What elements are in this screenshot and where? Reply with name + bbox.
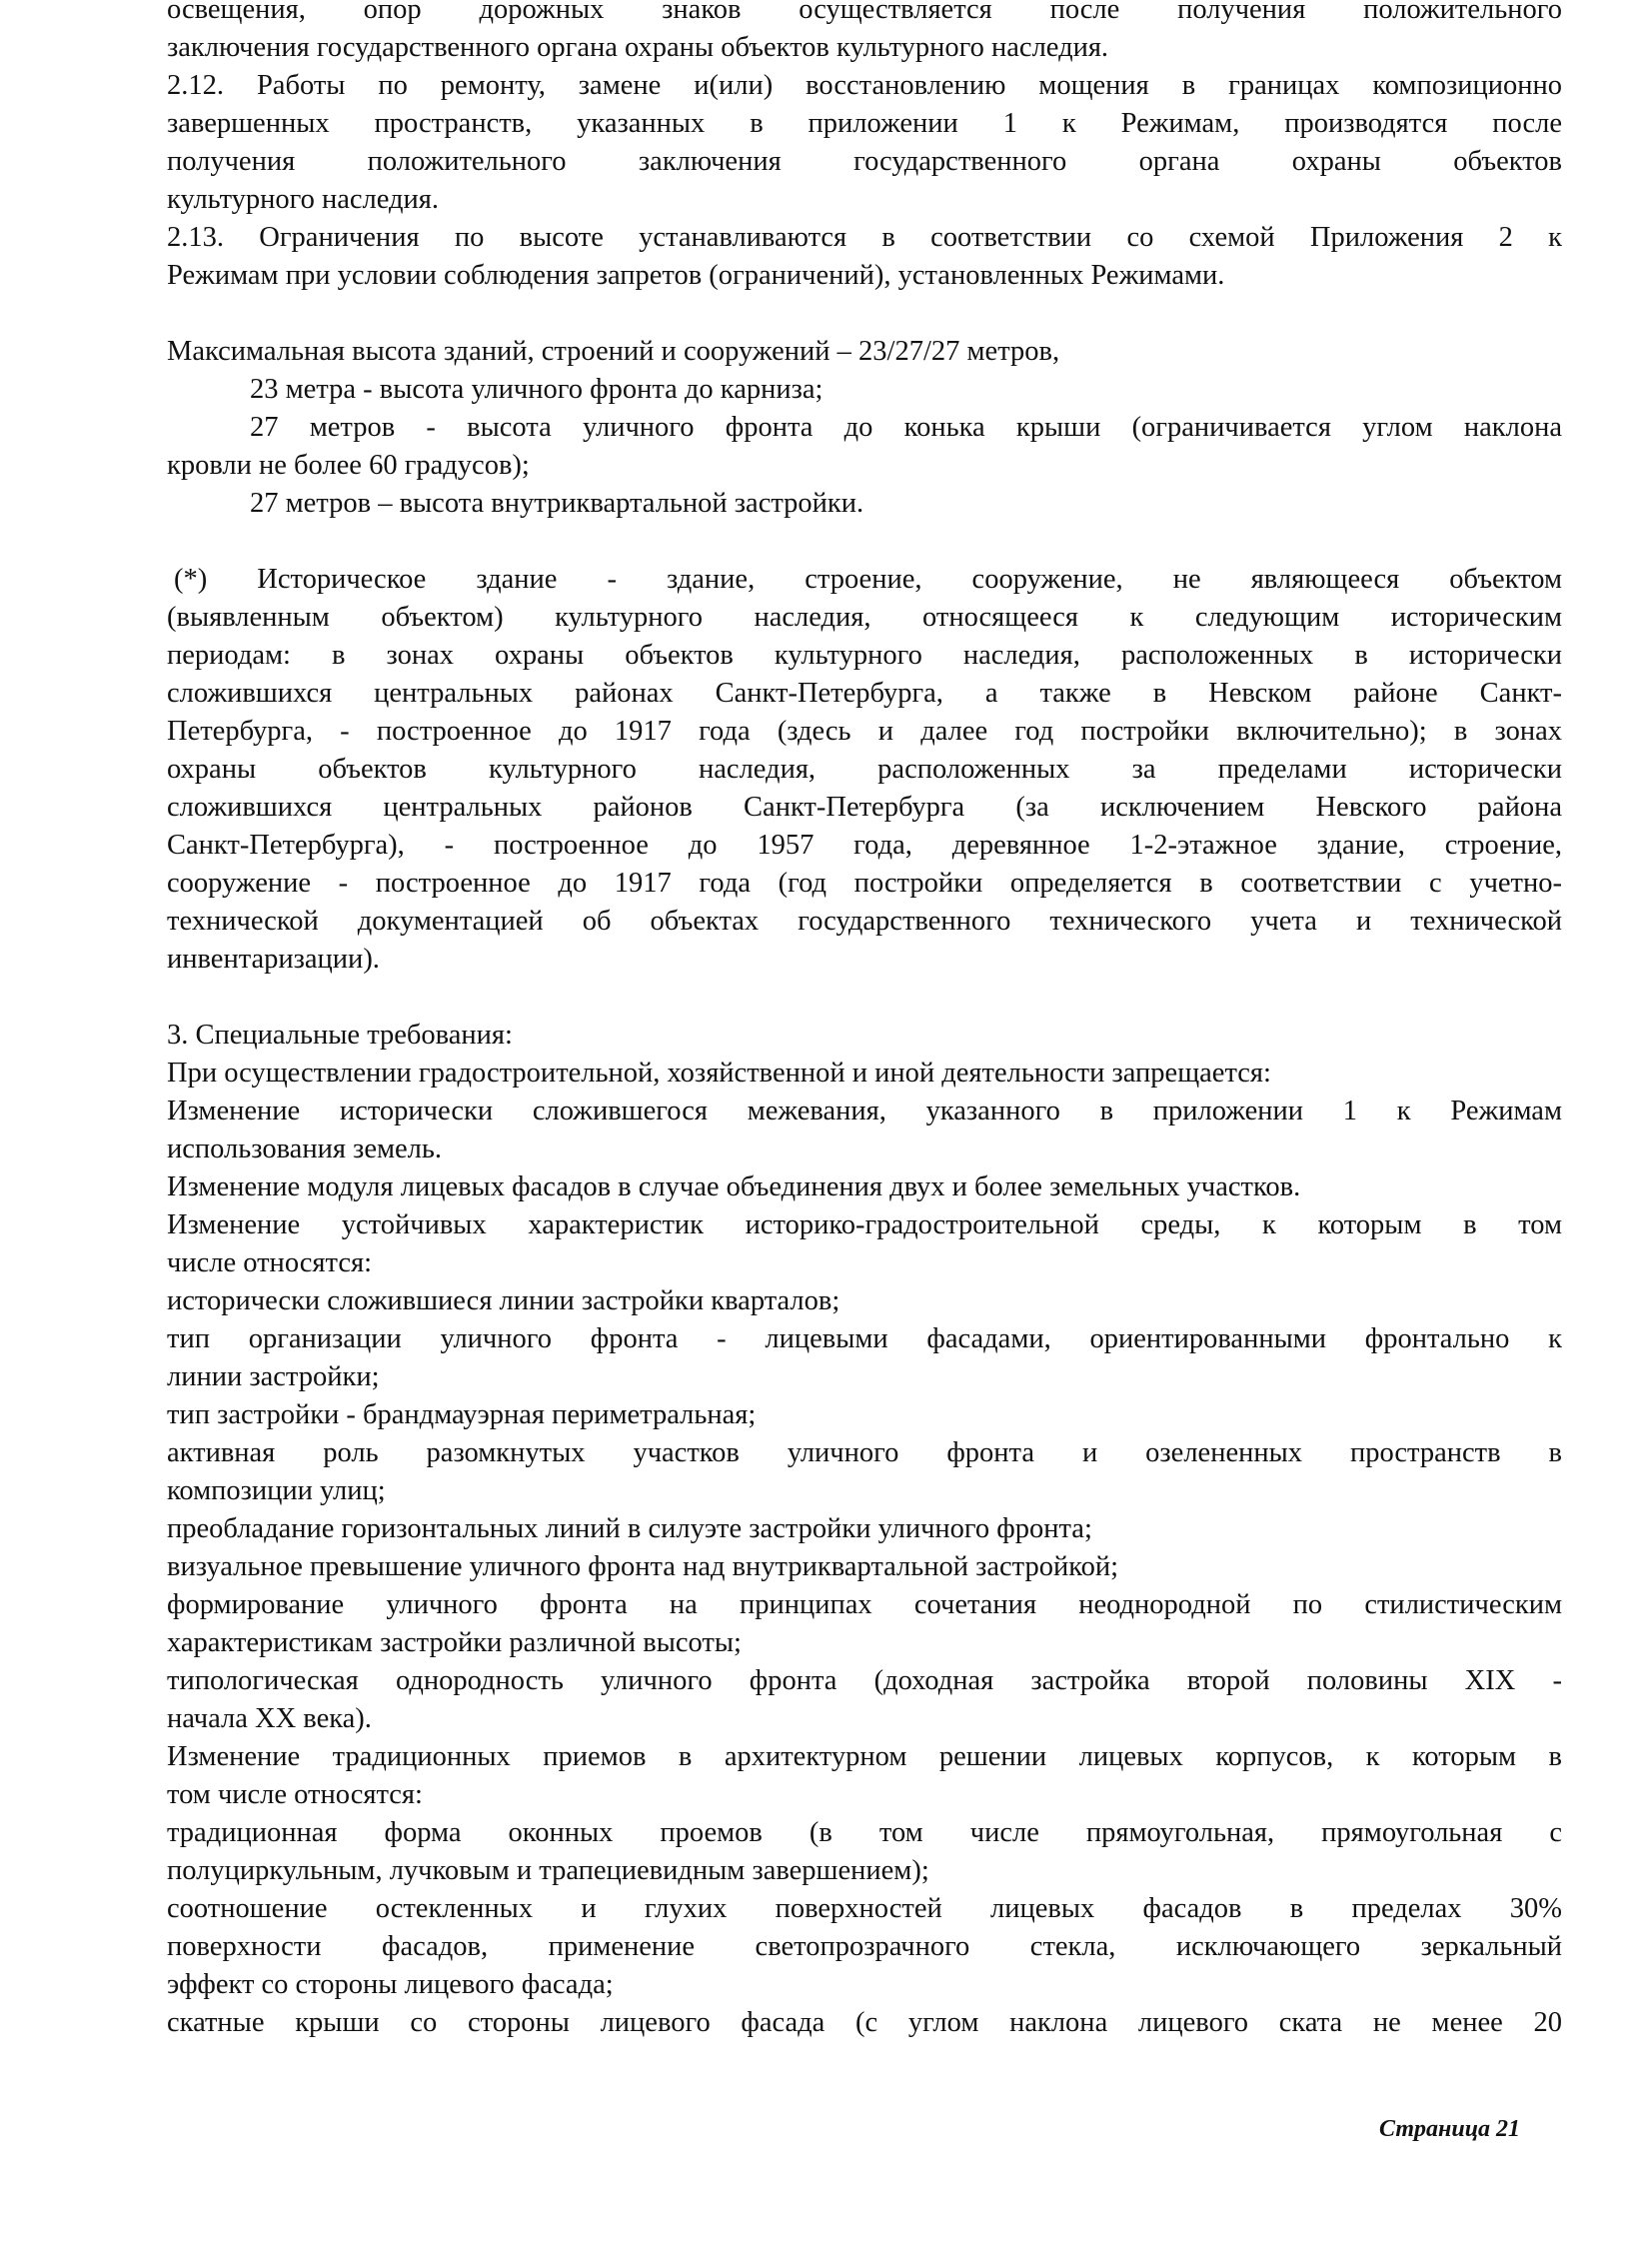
text-line: получения положительного заключения государственного органа охраны объектов [167,146,1562,177]
text-line: заключения государственного органа охраны объектов культурного наследия. [167,32,1109,63]
height-limit-item: 23 метра - высота уличного фронта до карниза; [250,374,824,405]
text-line: эффект со стороны лицевого фасада; [167,1969,614,2000]
text-line: исторически сложившиеся линии застройки кварталов; [167,1285,840,1316]
section-3 [167,1017,1562,2042]
text-line: сложившихся центральных районов Санкт-Петербурга (за исключением Невского района [167,792,1562,823]
text-line: сложившихся центральных районах Санкт-Петербурга, а также в Невском районе Санкт- [167,678,1562,709]
height-limits [167,333,1562,523]
text-line: Изменение устойчивых характеристик историко-градостроительной среды, к которым в том [167,1209,1562,1240]
historic-building-footnote [167,561,1562,979]
text-line: Петербурга, - построенное до 1917 года (здесь и далее год постройки включительно); в зонах [167,716,1562,747]
clause-2-13 [167,219,1562,295]
text-line: освещения, опор дорожных знаков осуществляется после получения положительного [167,0,1562,25]
text-line: визуальное превышение уличного фронта над внутриквартальной застройкой; [167,1551,1119,1582]
text-line: 2.13. Ограничения по высоте устанавливаются в соответствии со схемой Приложения 2 к [167,222,1562,253]
text-line: При осуществлении градостроительной, хозяйственной и иной деятельности запрещается: [167,1058,1271,1089]
text-line: охраны объектов культурного наследия, расположенных за пределами исторически [167,754,1562,785]
text-line: формирование уличного фронта на принципах сочетания неоднородной по стилистическим [167,1589,1562,1620]
document-page [167,0,1562,2042]
height-limit-item-continuation: кровли не более 60 градусов); [167,450,530,481]
text-line: Изменение модуля лицевых фасадов в случае объединения двух и более земельных участков. [167,1171,1301,1202]
page-number: Страница 21 [1379,2116,1521,2142]
text-line: (*) Историческое здание - здание, строение, сооружение, не являющееся объектом [174,564,1562,595]
text-line: периодам: в зонах охраны объектов культурного наследия, расположенных в исторически [167,640,1562,671]
clause-2-12 [167,67,1562,219]
text-line: 2.12. Работы по ремонту, замене и(или) восстановлению мощения в границах композиционно [167,70,1562,101]
blank-line [167,523,1562,561]
text-line: завершенных пространств, указанных в приложении 1 к Режимам, производятся после [167,108,1562,139]
text-line: числе относятся: [167,1247,373,1278]
text-line: полуциркульным, лучковым и трапециевидным завершением); [167,1855,929,1886]
text-line: преобладание горизонтальных линий в силуэте застройки уличного фронта; [167,1513,1092,1544]
text-line: типологическая однородность уличного фронта (доходная застройка второй половины XIX - [167,1665,1562,1696]
height-limit-item: 27 метров - высота уличного фронта до конька крыши (ограничивается углом наклона [250,412,1562,443]
blank-line [167,295,1562,333]
text-line: скатные крыши со стороны лицевого фасада (с углом наклона лицевого ската не менее 20 [167,2007,1562,2038]
text-line: соотношение остекленных и глухих поверхностей лицевых фасадов в пределах 30% [167,1893,1562,1924]
text-line: (выявленным объектом) культурного наследия, относящееся к следующим историческим [167,602,1562,633]
text-line: том числе относятся: [167,1779,423,1810]
text-line: технической документацией об объектах государственного технического учета и технической [167,906,1562,937]
text-line: тип организации уличного фронта - лицевыми фасадами, ориентированными фронтально к [167,1323,1562,1354]
section-3-body [167,1055,1562,2042]
section-2-continuation [167,0,1562,67]
height-limit-item: 27 метров – высота внутриквартальной застройки. [250,488,864,519]
height-limits-intro: Максимальная высота зданий, строений и сооружений – 23/27/27 метров, [167,336,1060,367]
text-line: тип застройки - брандмауэрная периметральная; [167,1399,757,1430]
text-line: использования земель. [167,1133,442,1164]
blank-line [167,979,1562,1017]
text-line: Изменение исторически сложившегося межевания, указанного в приложении 1 к Режимам [167,1096,1562,1126]
text-line: инвентаризации). [167,944,380,975]
text-line: линии застройки; [167,1361,380,1392]
text-line: начала XX века). [167,1703,372,1734]
text-line: активная роль разомкнутых участков уличного фронта и озелененных пространств в [167,1437,1562,1468]
section-heading: 3. Специальные требования: [167,1020,513,1051]
text-line: сооружение - построенное до 1917 года (год постройки определяется в соответствии с учетно- [167,868,1562,899]
text-line: традиционная форма оконных проемов (в том числе прямоугольная, прямоугольная с [167,1817,1562,1848]
text-line: композиции улиц; [167,1475,386,1506]
text-line: Режимам при условии соблюдения запретов (ограничений), установленных Режимами. [167,260,1225,291]
text-line: поверхности фасадов, применение светопрозрачного стекла, исключающего зеркальный [167,1931,1562,1962]
text-line: культурного наследия. [167,184,440,215]
text-line: характеристикам застройки различной высоты; [167,1627,742,1658]
text-line: Санкт-Петербурга), - построенное до 1957 года, деревянное 1-2-этажное здание, строение, [167,830,1562,861]
text-line: Изменение традиционных приемов в архитектурном решении лицевых корпусов, к которым в [167,1741,1562,1772]
